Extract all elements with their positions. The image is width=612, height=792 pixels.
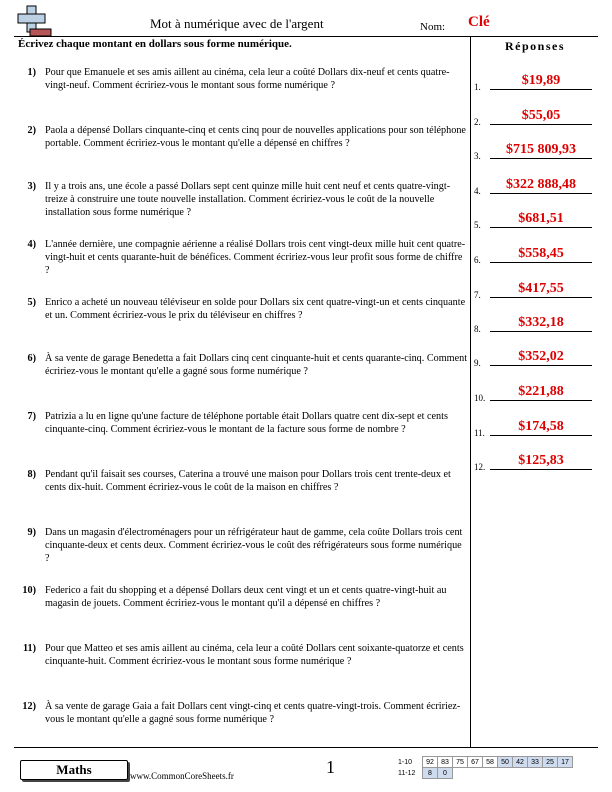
answer-number: 6. xyxy=(474,255,481,265)
header-divider xyxy=(14,36,598,37)
score-cell: 42 xyxy=(513,757,528,768)
question-text: À sa vente de garage Gaia a fait Dollars cent vingt-cinq et cents quatre-vingt-trois. Comment écririez-vous le montant qu'elle a gagné sous forme numérique ? xyxy=(45,701,461,725)
question-item xyxy=(18,700,468,726)
question-item xyxy=(18,124,468,150)
score-cell: 17 xyxy=(558,757,573,768)
answer-item xyxy=(474,418,598,438)
answer-value: $332,18 xyxy=(490,315,592,332)
answer-number: 5. xyxy=(474,220,481,230)
answer-number: 1. xyxy=(474,82,481,92)
score-table xyxy=(398,756,573,779)
answer-number: 8. xyxy=(474,324,481,334)
question-item xyxy=(18,584,468,610)
answer-item xyxy=(474,348,598,368)
question-item xyxy=(18,66,468,92)
answer-item xyxy=(474,280,598,300)
answer-number: 3. xyxy=(474,151,481,161)
question-number: 5) xyxy=(27,297,36,308)
question-text: Federico a fait du shopping et a dépensé Dollars deux cent vingt et un et cents quatre-vingt-huit au magasin de jouets. Comment écririez-vous le montant qu'il a dépensé en chiffres ? xyxy=(45,585,447,609)
site-url: www.CommonCoreSheets.fr xyxy=(130,771,234,781)
answer-value: $174,58 xyxy=(490,419,592,436)
answer-number: 11. xyxy=(474,428,485,438)
score-row-label: 11-12 xyxy=(398,769,416,777)
question-number: 4) xyxy=(27,239,36,250)
answers-divider xyxy=(470,36,471,747)
score-cell: 8 xyxy=(423,768,438,779)
question-number: 3) xyxy=(27,181,36,192)
page-title: Mot à numérique avec de l'argent xyxy=(150,16,324,31)
question-number: 9) xyxy=(27,527,36,538)
answer-value: $322 888,48 xyxy=(490,177,592,194)
question-text: Dans un magasin d'électroménagers pour un réfrigérateur haut de gamme, cela coûte Dollars trois cent cinquante-deux et cents deux. Comment écririez-vous le coût des réfrigérateurs sous forme numérique ? xyxy=(45,527,463,564)
answer-item xyxy=(474,176,598,196)
answer-value: $681,51 xyxy=(490,211,592,228)
score-cell: 75 xyxy=(453,757,468,768)
question-item xyxy=(18,410,468,436)
answer-value: $715 809,93 xyxy=(490,142,592,159)
instructions: Écrivez chaque montant en dollars sous forme numérique. xyxy=(18,38,292,50)
question-item xyxy=(18,296,468,322)
question-item xyxy=(18,180,468,219)
answer-item xyxy=(474,72,598,92)
score-cell: 25 xyxy=(543,757,558,768)
answer-item xyxy=(474,314,598,334)
subject-badge: Maths xyxy=(20,760,128,780)
question-number: 11) xyxy=(22,643,36,654)
question-number: 6) xyxy=(27,353,36,364)
answer-number: 9. xyxy=(474,358,481,368)
answer-number: 2. xyxy=(474,117,481,127)
question-text: Patrizia a lu en ligne qu'une facture de téléphone portable était Dollars quatre cent dix-sept et cents cinquante-cinq. Comment écririez-vous le montant de la facture sous forme de nombre ? xyxy=(45,411,448,435)
answer-value: $221,88 xyxy=(490,384,592,401)
answers-title: Réponses xyxy=(504,39,565,53)
question-number: 1) xyxy=(27,67,36,78)
question-text: Enrico a acheté un nouveau téléviseur en solde pour Dollars six cent quatre-vingt-un et cents cinquante et un. Comment écririez-vous le prix du téléviseur en chiffres ? xyxy=(45,297,466,321)
question-number: 8) xyxy=(27,469,36,480)
question-text: Paola a dépensé Dollars cinquante-cinq et cents cinq pour de nouvelles applications pour son téléphone portable. Comment écririez-vous le montant qu'elle a dépensé en chiffres ? xyxy=(45,125,466,149)
question-text: Il y a trois ans, une école a passé Dollars sept cent quinze mille huit cent neuf et cents quatre-vingt-treize à construire une toute nouvelle installation. Comment écririez-vous le coût de la nouvelle installation sous forme numérique ? xyxy=(45,181,451,218)
answer-item xyxy=(474,452,598,472)
page-number: 1 xyxy=(326,757,335,777)
footer-divider xyxy=(14,747,598,748)
score-row-label: 1-10 xyxy=(398,758,413,766)
name-value: Clé xyxy=(468,14,490,30)
question-item xyxy=(18,526,468,565)
question-text: Pour que Emanuele et ses amis aillent au cinéma, cela leur a coûté Dollars dix-neuf et cents quatre-vingt-neuf. Comment écririez-vous le montant sous forme numérique ? xyxy=(45,67,450,91)
score-cell: 67 xyxy=(468,757,483,768)
question-number: 10) xyxy=(22,585,36,596)
answer-item xyxy=(474,245,598,265)
answer-value: $558,45 xyxy=(490,246,592,263)
score-cell: 0 xyxy=(438,768,453,779)
score-cell: 58 xyxy=(483,757,498,768)
answer-item xyxy=(474,210,598,230)
question-item xyxy=(18,642,468,668)
question-number: 12) xyxy=(22,701,36,712)
question-text: Pendant qu'il faisait ses courses, Caterina a trouvé une maison pour Dollars trois cent trente-deux et cents dix-huit. Comment écririez-vous le coût de la maison en chiffres ? xyxy=(45,469,451,493)
question-text: À sa vente de garage Benedetta a fait Dollars cinq cent cinquante-huit et cents quarante-cinq. Comment écririez-vous le montant qu'elle a gagné sous forme numérique ? xyxy=(45,353,468,377)
score-cell: 50 xyxy=(498,757,513,768)
score-cell: 33 xyxy=(528,757,543,768)
question-item xyxy=(18,238,468,277)
question-item xyxy=(18,468,468,494)
answer-number: 4. xyxy=(474,186,481,196)
answer-value: $352,02 xyxy=(490,349,592,366)
score-cell: 92 xyxy=(423,757,438,768)
answer-value: $55,05 xyxy=(490,108,592,125)
answer-value: $417,55 xyxy=(490,281,592,298)
score-cell: 83 xyxy=(438,757,453,768)
answer-number: 7. xyxy=(474,290,481,300)
answer-item xyxy=(474,141,598,161)
answer-item xyxy=(474,107,598,127)
score-row xyxy=(398,768,573,779)
answer-item xyxy=(474,383,598,403)
question-number: 7) xyxy=(27,411,36,422)
question-item xyxy=(18,352,468,378)
question-text: Pour que Matteo et ses amis aillent au cinéma, cela leur a coûté Dollars cent soixante-quatorze et cents cinquante-huit. Comment écririez-vous le montant sous forme numérique ? xyxy=(45,643,464,667)
plus-logo-icon xyxy=(14,5,52,37)
answer-value: $125,83 xyxy=(490,453,592,470)
question-number: 2) xyxy=(27,125,36,136)
question-text: L'année dernière, une compagnie aérienne a réalisé Dollars trois cent vingt-deux mille huit cent quatre-vingt-huit et cents quarante-huit de bénéfices. Comment écririez-vous leur profit sous forme de chiffre ? xyxy=(45,239,466,276)
answer-number: 12. xyxy=(474,462,486,472)
name-label: Nom: xyxy=(420,21,446,33)
answer-value: $19,89 xyxy=(490,73,592,90)
answer-number: 10. xyxy=(474,393,486,403)
score-row xyxy=(398,757,573,768)
